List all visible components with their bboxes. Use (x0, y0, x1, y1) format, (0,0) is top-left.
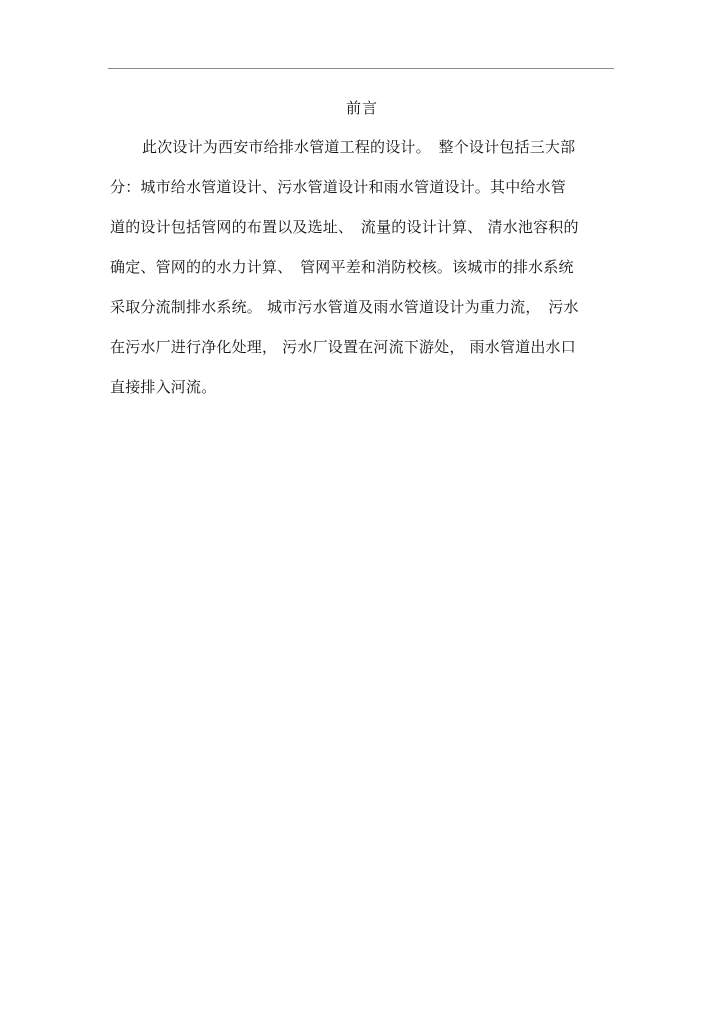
paragraph-line: 确定、管网的的水力计算、 管网平差和消防校核。该城市的排水系统 (110, 258, 574, 276)
paragraph-line: 道的设计包括管网的布置以及选址、 流量的设计计算、 清水池容积的 (110, 218, 579, 236)
paragraph-line: 分：城市给水管道设计、污水管道设计和雨水管道设计。其中给水管 (110, 178, 567, 196)
paragraph-line: 直接排入河流。 (110, 378, 217, 396)
page-title: 前言 (345, 99, 378, 117)
paragraph-line: 采取分流制排水系统。 城市污水管道及雨水管道设计为重力流， 污水 (110, 298, 579, 316)
header-divider (108, 68, 614, 69)
paragraph-line: 此次设计为西安市给排水管道工程的设计。 整个设计包括三大部 (142, 138, 576, 156)
body-paragraph (110, 134, 610, 414)
paragraph-line: 在污水厂进行净化处理， 污水厂设置在河流下游处， 雨水管道出水口 (110, 338, 576, 356)
